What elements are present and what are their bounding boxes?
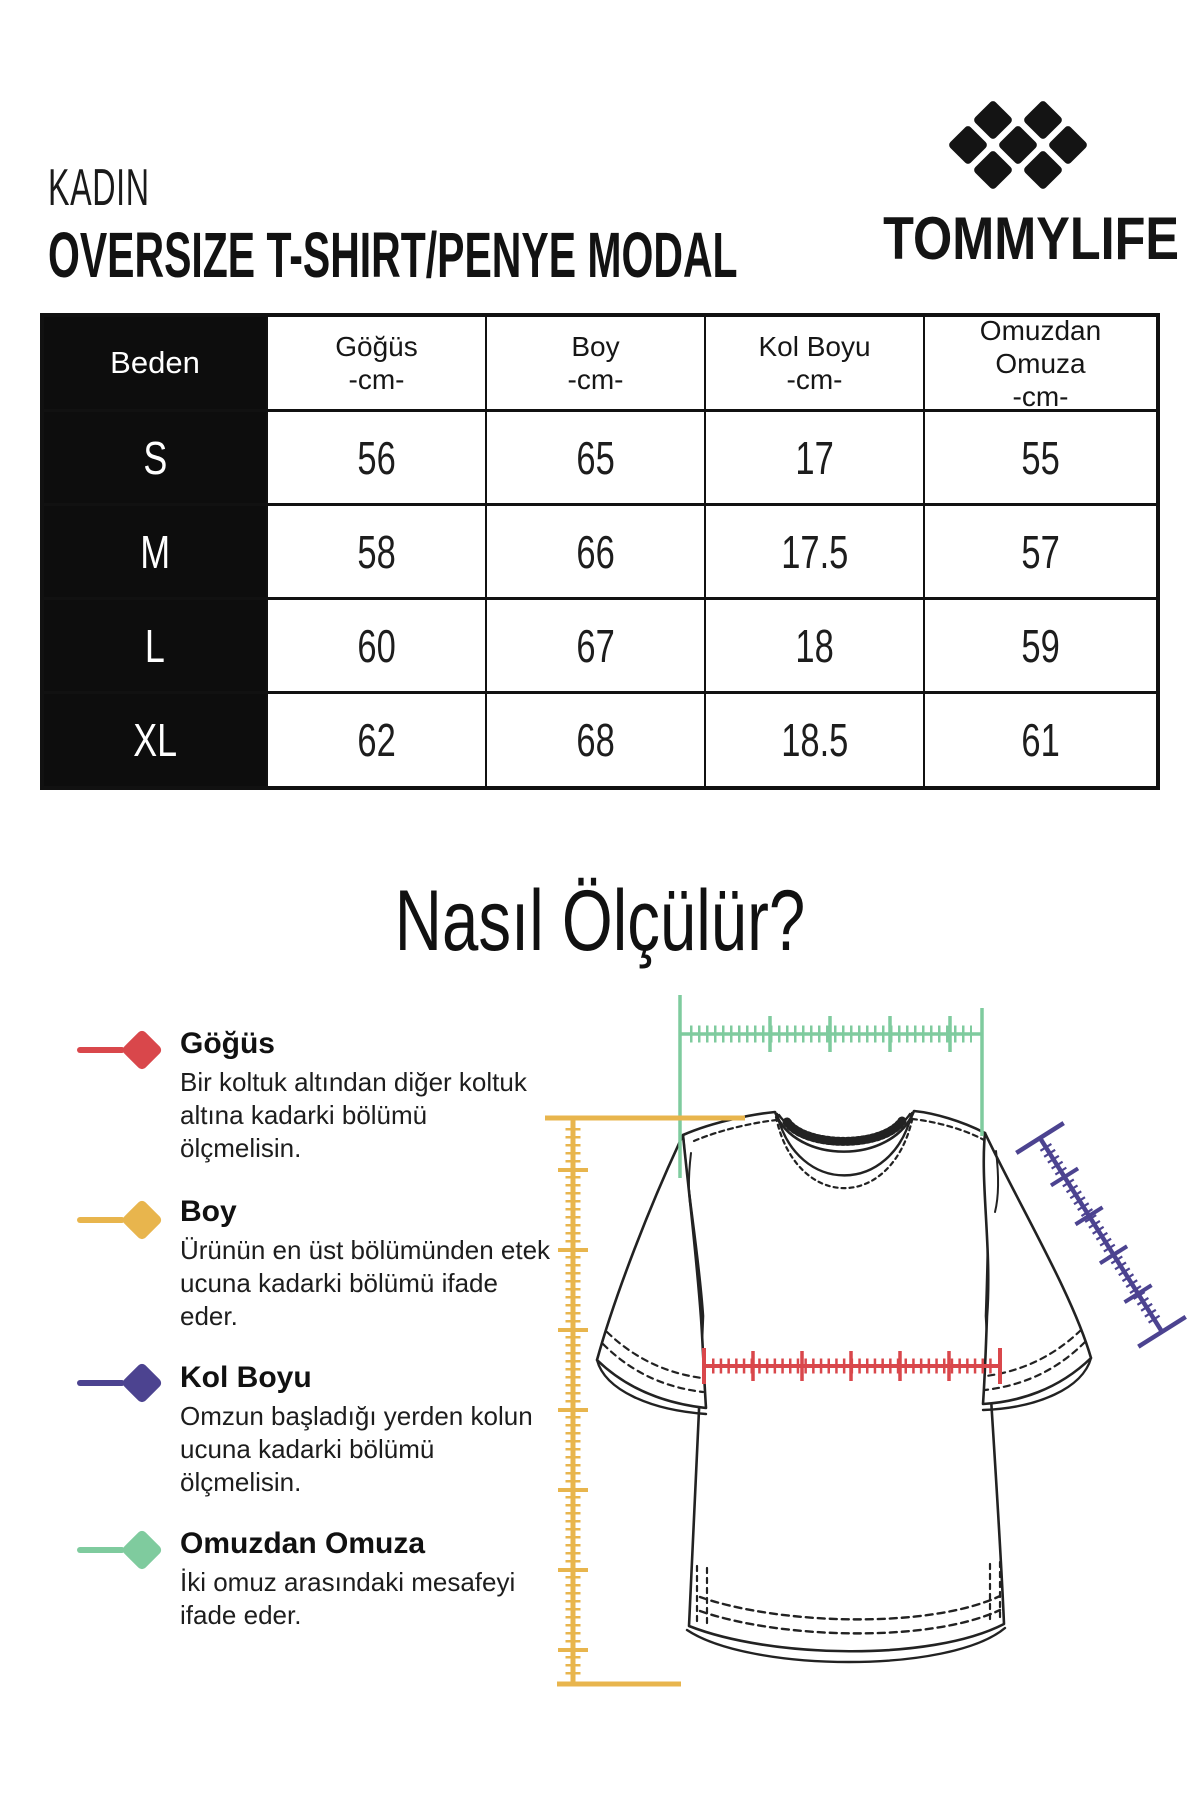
value-cell — [925, 694, 1156, 786]
left-sleeve-seam — [689, 1153, 692, 1214]
legend-name: Göğüs — [180, 1027, 275, 1060]
size-cell-xl — [44, 694, 268, 786]
logo-diamond-grid — [947, 99, 1088, 190]
value-cell — [487, 694, 706, 786]
ruler-major-ticks — [770, 1016, 950, 1052]
ruler-end-bars — [1016, 1123, 1185, 1347]
diamond-icon — [121, 1199, 163, 1241]
brand-wordmark — [855, 204, 1180, 273]
tommylife-diamonds-logo — [930, 92, 1090, 202]
sleeve-ruler — [1016, 1123, 1185, 1347]
left-cuff-fold — [597, 1360, 706, 1414]
value: 18.5 — [780, 714, 849, 766]
legend-text-block — [180, 1360, 552, 1499]
legend-text-block — [180, 1526, 552, 1632]
legend-description: Omzun başladığı yerden kolun ucuna kadarki bölümü ölçmelisin. — [180, 1401, 533, 1497]
value: 61 — [1021, 714, 1060, 766]
ruler-major-ticks — [1051, 1168, 1152, 1302]
header-cell-beden — [44, 317, 268, 412]
value-cell — [487, 600, 706, 694]
value: 18 — [795, 619, 834, 672]
left-shoulder-stitch — [694, 1120, 777, 1141]
ruler-end-bars — [704, 1348, 1000, 1384]
size-label: XL — [133, 714, 177, 766]
diamond-icon — [121, 1362, 163, 1404]
value: 59 — [1021, 619, 1060, 672]
size-cell-l — [44, 600, 268, 694]
size-label: S — [143, 431, 167, 484]
brand-text: TOMMYLIFE — [883, 205, 1180, 272]
size-label: L — [145, 619, 165, 672]
value-cell — [268, 600, 487, 694]
collar-rib-texture — [787, 1121, 902, 1141]
value: 65 — [576, 431, 615, 484]
value: 62 — [357, 714, 396, 766]
header-cell-gogus — [268, 317, 487, 412]
header-cell-omuzdan-omuza — [925, 314, 1156, 412]
diamond-icon — [121, 1029, 163, 1071]
col-unit: -cm- — [348, 364, 405, 395]
value-cell — [706, 412, 925, 506]
value: 57 — [1021, 525, 1060, 578]
legend-text-block — [180, 1026, 552, 1165]
value: 17 — [795, 431, 834, 484]
tshirt-right-sleeve — [983, 1133, 1091, 1404]
ruler-line — [1040, 1138, 1162, 1332]
value-cell — [268, 412, 487, 506]
shoulder-legend-icon — [76, 1518, 186, 1582]
length-legend-icon — [76, 1188, 186, 1252]
value-cell — [487, 506, 706, 600]
col-title2: Omuza — [995, 347, 1086, 379]
value: 66 — [576, 525, 615, 578]
shoulder-ruler — [680, 995, 982, 1178]
value: 58 — [357, 525, 396, 578]
beden-label: Beden — [110, 345, 200, 380]
value-cell — [925, 506, 1156, 600]
legend-name: Omuzdan Omuza — [180, 1527, 426, 1560]
legend-name: Kol Boyu — [180, 1361, 312, 1394]
how-to-measure-text: Nasıl Ölçülür? — [394, 873, 806, 969]
right-shoulder-stitch — [912, 1119, 984, 1140]
col-unit: -cm- — [567, 364, 624, 395]
left-side-slit — [697, 1566, 707, 1624]
category-label — [48, 158, 212, 218]
value-cell — [706, 506, 925, 600]
ruler-minor-ticks — [1045, 1146, 1156, 1323]
value-cell — [706, 694, 925, 786]
value: 17.5 — [780, 525, 849, 578]
tshirt-left-sleeve — [597, 1135, 706, 1408]
legend-description: İki omuz arasındaki mesafeyi ifade eder. — [180, 1567, 516, 1630]
tshirt-sketch — [597, 1111, 1091, 1662]
col-title: Göğüs — [335, 331, 418, 362]
hem-stitch — [700, 1596, 1000, 1619]
hem-fold — [687, 1628, 1005, 1662]
product-title-text: OVERSIZE T-SHIRT/PENYE MODAL — [48, 219, 738, 291]
diamond-icon — [121, 1529, 163, 1571]
right-cuff-fold — [983, 1358, 1091, 1410]
chest-legend-icon — [76, 1018, 186, 1082]
col-title: Kol Boyu — [758, 331, 871, 362]
col-title: Boy — [571, 331, 620, 362]
collar-front-seam — [777, 1113, 912, 1175]
value: 60 — [357, 619, 396, 672]
size-label: M — [140, 525, 170, 578]
size-cell-m — [44, 506, 268, 600]
right-side-slit — [990, 1562, 1000, 1620]
value-cell — [487, 412, 706, 506]
ruler-major-ticks — [753, 1351, 949, 1381]
value-cell — [925, 412, 1156, 506]
collar-stitch — [776, 1116, 913, 1188]
legend-name: Boy — [180, 1195, 237, 1228]
length-ruler — [545, 1118, 745, 1684]
category-text: KADIN — [48, 159, 150, 217]
size-table — [40, 313, 1160, 790]
hem-stitch-2 — [700, 1610, 1000, 1633]
header-cell-kol-boyu — [706, 317, 925, 412]
value: 55 — [1021, 431, 1060, 484]
how-to-measure-title — [0, 872, 1200, 971]
right-cuff-stitch — [985, 1342, 1085, 1390]
value: 68 — [576, 714, 615, 766]
chest-ruler — [704, 1348, 1000, 1384]
legend-description: Bir koltuk altından diğer koltuk altına kadarki bölümü ölçmelisin. — [180, 1067, 527, 1163]
sleeve-legend-icon — [76, 1351, 186, 1415]
tshirt-body — [683, 1111, 1004, 1651]
collar-band-top — [779, 1114, 910, 1139]
value-cell — [268, 694, 487, 786]
col-unit: -cm- — [786, 364, 843, 395]
value: 67 — [576, 619, 615, 672]
value-cell — [706, 600, 925, 694]
ruler-major-ticks — [558, 1170, 588, 1650]
header-cell-boy — [487, 317, 706, 412]
right-sleeve-seam — [995, 1151, 998, 1212]
legend-description: Ürünün en üst bölümünden etek ucuna kadarki bölümü ifade eder. — [180, 1235, 551, 1331]
ruler-end-bars — [680, 995, 982, 1178]
col-title: Omuzdan — [979, 314, 1102, 346]
col-unit: -cm- — [1012, 380, 1069, 412]
value-cell — [925, 600, 1156, 694]
left-cuff-stitch-2 — [607, 1332, 702, 1378]
value: 56 — [357, 431, 396, 484]
legend-text-block — [180, 1194, 552, 1333]
right-cuff-stitch-2 — [986, 1330, 1081, 1376]
value-cell — [268, 506, 487, 600]
left-cuff-stitch — [603, 1344, 703, 1392]
size-cell-s — [44, 412, 268, 506]
